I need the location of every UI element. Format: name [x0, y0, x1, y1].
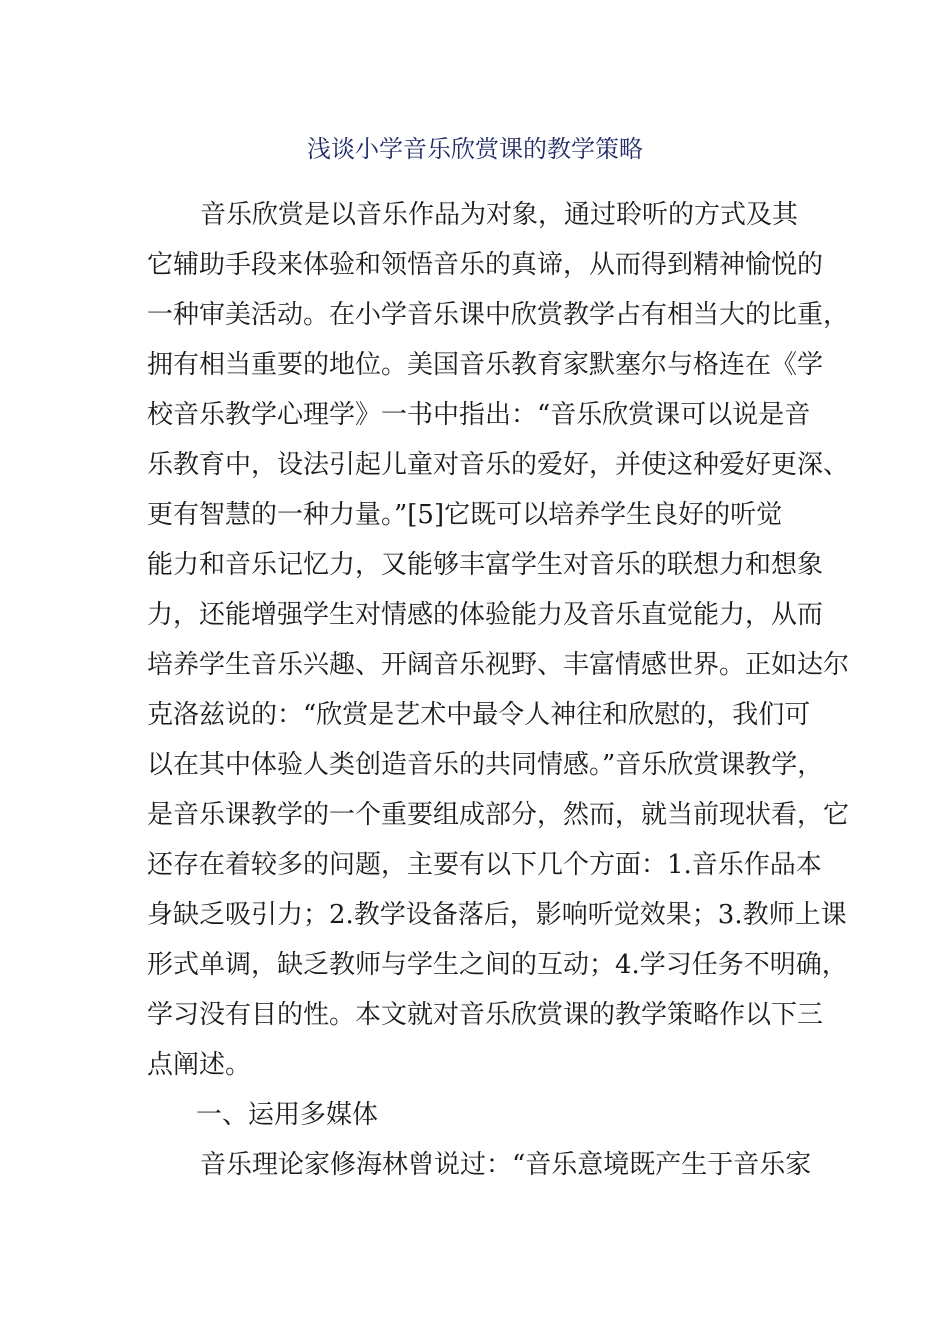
paragraph-line: 形式单调，缺乏教师与学生之间的互动；4.学习任务不明确，	[147, 950, 848, 980]
paragraph-line: 克洛兹说的：“欣赏是艺术中最令人神往和欣慰的，我们可	[147, 700, 811, 730]
paragraph-line: 它辅助手段来体验和领悟音乐的真谛，从而得到精神愉悦的	[147, 250, 824, 280]
paragraph-line: 是音乐课教学的一个重要组成部分，然而，就当前现状看，它	[147, 800, 850, 830]
paragraph-line: 更有智慧的一种力量。”[5]它既可以培养学生良好的听觉	[147, 500, 783, 530]
paragraph-line: 培养学生音乐兴趣、开阔音乐视野、丰富情感世界。正如达尔	[147, 650, 850, 680]
paragraph-line: 能力和音乐记忆力，又能够丰富学生对音乐的联想力和想象	[147, 550, 824, 580]
paragraph-line: 校音乐教学心理学》一书中指出：“音乐欣赏课可以说是音	[147, 400, 811, 430]
paragraph-line: 力，还能增强学生对情感的体验能力及音乐直觉能力，从而	[147, 600, 824, 630]
paragraph-line: 音乐理论家修海林曾说过：“音乐意境既产生于音乐家	[200, 1150, 812, 1180]
paragraph-line: 一种审美活动。在小学音乐课中欣赏教学占有相当大的比重，	[147, 300, 850, 330]
paragraph-line: 乐教育中，设法引起儿童对音乐的爱好，并使这种爱好更深、	[147, 450, 850, 480]
paragraph-line: 点阐述。	[147, 1050, 252, 1080]
paragraph-line: 以在其中体验人类创造音乐的共同情感。”音乐欣赏课教学，	[147, 750, 824, 780]
paragraph-line: 音乐欣赏是以音乐作品为对象，通过聆听的方式及其	[200, 200, 799, 230]
section-heading: 一、运用多媒体	[196, 1100, 379, 1130]
paragraph-line: 学习没有目的性。本文就对音乐欣赏课的教学策略作以下三	[147, 1000, 824, 1030]
paragraph-line: 还存在着较多的问题，主要有以下几个方面：1.音乐作品本	[147, 850, 822, 880]
document-title: 浅谈小学音乐欣赏课的教学策略	[307, 135, 643, 163]
paragraph-line: 拥有相当重要的地位。美国音乐教育家默塞尔与格连在《学	[147, 350, 824, 380]
paragraph-line: 身缺乏吸引力；2.教学设备落后，影响听觉效果；3.教师上课	[147, 900, 847, 930]
